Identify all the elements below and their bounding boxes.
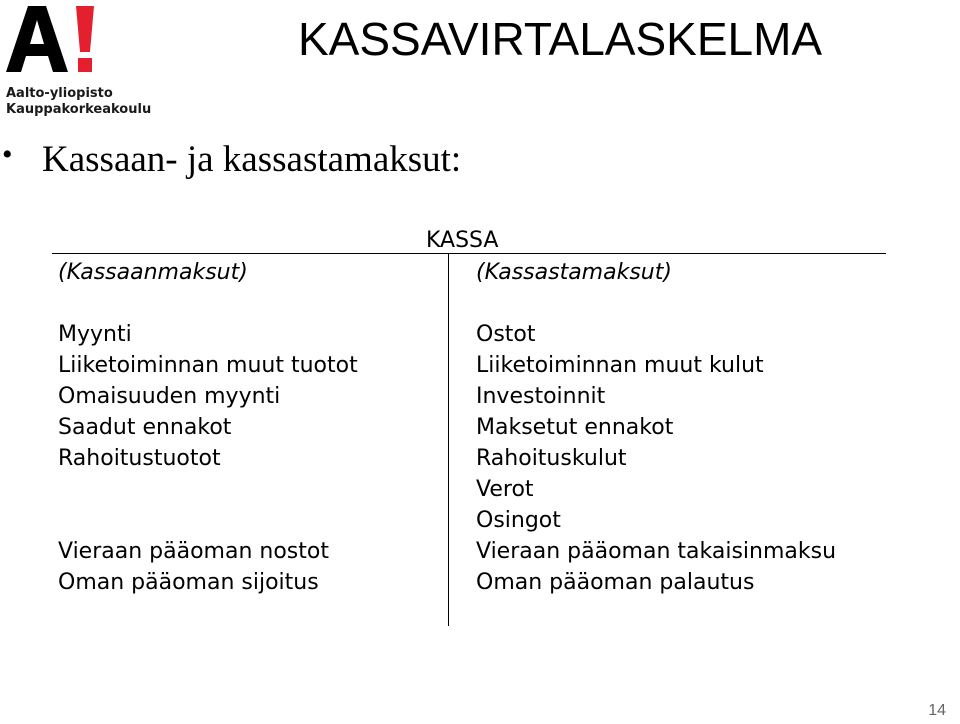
debit-item: Saadut ennakot — [58, 415, 232, 440]
bullet-text: Kassaan- ja kassastamaksut: — [42, 139, 462, 180]
credit-item: Maksetut ennakot — [476, 415, 674, 440]
debit-item: Rahoitustuotot — [58, 446, 221, 471]
credit-item: Rahoituskulut — [476, 446, 627, 471]
account-name: KASSA — [426, 228, 499, 253]
debit-financing-item: Vieraan pääoman nostot — [58, 539, 329, 564]
page-number: 14 — [928, 702, 946, 719]
t-account-vertical-line — [448, 253, 449, 626]
debit-header: (Kassaanmaksut) — [58, 260, 248, 285]
aalto-logo-mark-icon — [4, 4, 104, 76]
logo-line-2: Kauppakorkeakoulu — [6, 102, 152, 117]
credit-item: Liiketoiminnan muut kulut — [476, 353, 764, 378]
logo-line-1: Aalto-yliopisto — [6, 86, 113, 101]
aalto-logo — [4, 4, 154, 116]
t-account-top-line — [52, 253, 886, 254]
credit-column — [476, 257, 836, 598]
credit-item: Verot — [476, 477, 534, 502]
credit-item: Investoinnit — [476, 384, 606, 409]
credit-item: Ostot — [476, 322, 536, 347]
credit-item: Oman pääoman palautus — [476, 570, 755, 595]
debit-item: Myynti — [58, 322, 132, 347]
debit-item: Omaisuuden myynti — [58, 384, 281, 409]
debit-item: Liiketoiminnan muut tuotot — [58, 353, 358, 378]
page-title: KASSAVIRTALASKELMA — [298, 13, 823, 65]
bullet-icon: • — [2, 138, 13, 171]
credit-item: Osingot — [476, 508, 561, 533]
debit-column — [58, 257, 358, 598]
credit-header: (Kassastamaksut) — [476, 260, 672, 285]
debit-financing-item: Oman pääoman sijoitus — [58, 570, 319, 595]
credit-item: Vieraan pääoman takaisinmaksu — [476, 539, 837, 564]
